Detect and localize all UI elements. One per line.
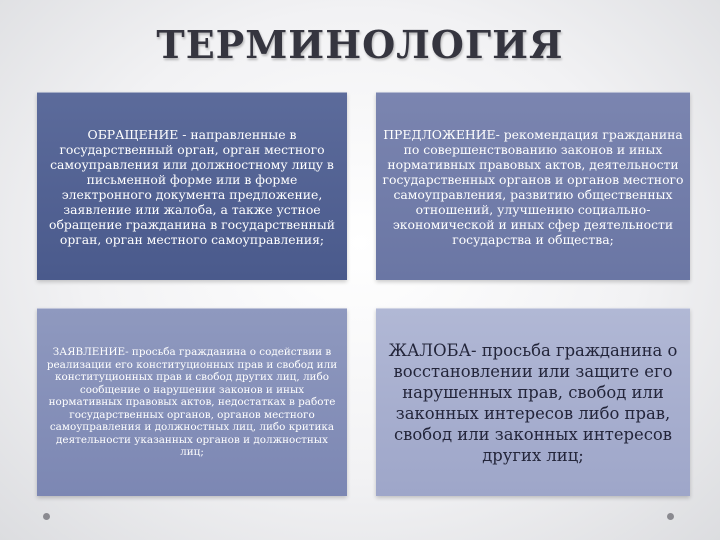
definition-box-predlozhenie	[376, 92, 690, 280]
definition-box-zayavlenie	[37, 308, 347, 496]
definition-box-obrashchenie	[37, 92, 347, 280]
slide-title: ТЕРМИНОЛОГИЯ	[156, 22, 564, 67]
decorative-dot	[43, 513, 50, 520]
definition-text: ЗАЯВЛЕНИЕ- просьба гражданина о содействии в реализации его конституционных прав и свобод или конституционных прав и свобод других лиц, либо сообщение о нарушении законов и иных нормативных правовых актов, недостатках в работе государственных органов, органов местного самоуправления и должностных лиц, либо критика деятельности указанных органов и должностных лиц;	[46, 346, 338, 459]
definition-text: ЖАЛОБА- просьба гражданина о восстановлении или защите его нарушенных прав, свобод или законных интересов либо прав, свобод или законных интересов других лиц;	[388, 340, 678, 465]
definition-box-zhaloba	[376, 308, 690, 496]
definition-text: ПРЕДЛОЖЕНИЕ- рекомендация гражданина по совершенствованию законов и иных нормативных правовых актов, деятельности государственных органов и органов местного самоуправления, развитию общественных отношений, улучшению социально-экономической и иных сфер деятельности государства и общества;	[382, 126, 684, 247]
definition-text: ОБРАЩЕНИЕ - направленные в государственный орган, орган местного самоуправления или должностному лицу в письменной форме или в форме электронного документа предложение, заявление или жалоба, а также устное обращение гражданина в государственный орган, орган местного самоуправления;	[49, 126, 335, 247]
decorative-dot	[667, 513, 674, 520]
